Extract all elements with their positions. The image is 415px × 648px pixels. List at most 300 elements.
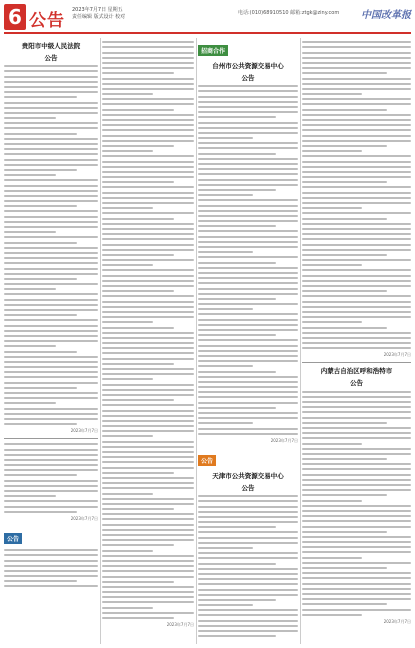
text-line [102, 306, 194, 308]
text-line [198, 355, 298, 357]
text-line [198, 189, 276, 191]
text-line [302, 228, 411, 230]
text-line [4, 273, 98, 275]
text-line [198, 412, 298, 414]
text-line [198, 308, 253, 310]
text-line [302, 593, 411, 595]
text-line [302, 67, 411, 69]
text-line [102, 249, 194, 251]
text-line [198, 376, 298, 378]
text-line [302, 264, 362, 266]
text-line [198, 142, 298, 144]
text-line [198, 625, 298, 627]
text-line [198, 199, 298, 201]
text-line [102, 166, 194, 168]
text-line [4, 262, 98, 264]
text-line [102, 576, 194, 578]
text-line [302, 520, 411, 522]
text-line [4, 423, 77, 425]
text-line [302, 218, 387, 220]
text-line [102, 202, 194, 204]
text-line [4, 216, 98, 218]
text-line [198, 246, 298, 248]
text-line [4, 257, 98, 259]
text-line [302, 78, 411, 80]
text-line [198, 506, 298, 508]
issue-date: 2023年7月7日 星期五 [72, 7, 123, 13]
text-line [102, 41, 194, 43]
text-line [4, 231, 56, 233]
notice-body [302, 391, 411, 616]
text-line [198, 334, 276, 336]
text-line [302, 295, 411, 297]
text-line [102, 321, 153, 323]
text-line [4, 474, 77, 476]
text-line [198, 604, 253, 606]
text-line [302, 316, 411, 318]
text-line [102, 176, 194, 178]
text-line [302, 109, 387, 111]
text-line [198, 277, 298, 279]
text-line [4, 76, 98, 78]
notice-body [302, 41, 411, 349]
text-line [198, 184, 298, 186]
text-line [102, 212, 194, 214]
text-line [198, 511, 298, 513]
text-line [4, 459, 98, 461]
notice-subtitle: 公告 [241, 74, 255, 82]
text-line [4, 226, 98, 228]
text-line [4, 560, 98, 562]
text-line [302, 62, 411, 64]
text-line [198, 614, 298, 616]
text-line [198, 583, 298, 585]
text-line [4, 205, 77, 207]
text-line [302, 212, 411, 214]
text-line [102, 472, 174, 474]
text-line [198, 194, 253, 196]
text-line [302, 422, 387, 424]
text-line [4, 143, 98, 145]
section-title: 公告 [29, 11, 65, 31]
text-line [302, 98, 411, 100]
text-line [198, 163, 298, 165]
text-line [302, 103, 411, 105]
notice-body [102, 41, 194, 619]
text-line [102, 155, 194, 157]
text-line [302, 489, 411, 491]
text-line [198, 122, 298, 124]
text-line [102, 420, 194, 422]
text-line [4, 102, 98, 104]
text-line [102, 150, 153, 152]
text-line [198, 85, 298, 87]
text-line [4, 304, 98, 306]
text-line [198, 153, 276, 155]
notice-date: 2023年7月7日 [166, 622, 194, 628]
text-line [102, 461, 194, 463]
text-line [102, 233, 194, 235]
text-line [4, 91, 98, 93]
text-line [302, 583, 411, 585]
notice-subtitle: 公告 [350, 379, 363, 388]
text-line [302, 572, 411, 574]
text-line [102, 192, 194, 194]
text-line [102, 352, 194, 354]
text-line [198, 256, 298, 258]
text-line [302, 577, 411, 579]
text-line [198, 500, 298, 502]
text-line [302, 406, 411, 408]
text-line [4, 179, 98, 181]
contact-info: 电话:(010)68910510 邮箱:ztgk@ziny.com [238, 10, 340, 16]
text-line [102, 435, 153, 437]
text-line [4, 252, 98, 254]
text-line [4, 402, 56, 404]
text-line [198, 573, 298, 575]
text-line [302, 458, 387, 460]
text-line [102, 399, 174, 401]
text-line [4, 361, 98, 363]
text-line [4, 247, 98, 249]
text-line [4, 397, 98, 399]
text-line [302, 321, 362, 323]
text-line [198, 557, 298, 559]
text-line [4, 511, 77, 513]
text-line [102, 197, 194, 199]
text-line [302, 129, 411, 131]
text-line [198, 267, 298, 269]
text-line [102, 171, 194, 173]
text-line [302, 443, 362, 445]
text-line [102, 269, 194, 271]
text-line [302, 41, 411, 43]
text-line [198, 168, 298, 170]
text-line [302, 72, 387, 74]
text-line [102, 264, 153, 266]
text-line [302, 301, 411, 303]
text-line [102, 358, 194, 360]
text-line [102, 612, 194, 614]
text-line [302, 588, 411, 590]
text-line [102, 493, 153, 495]
text-line [198, 521, 298, 523]
text-line [102, 259, 194, 261]
notice-title: 天津市公共资源交易中心 [212, 471, 284, 480]
text-line [198, 298, 276, 300]
text-line [4, 86, 98, 88]
text-line [4, 506, 98, 508]
text-line [198, 319, 298, 321]
text-line [102, 581, 174, 583]
text-line [102, 513, 194, 515]
text-line [198, 111, 298, 113]
text-line [102, 441, 194, 443]
text-line [102, 186, 194, 188]
text-line [302, 427, 411, 429]
text-line [4, 314, 77, 316]
text-line [198, 495, 298, 497]
text-line [102, 503, 194, 505]
text-line [102, 347, 194, 349]
text-line [198, 272, 298, 274]
text-line [302, 171, 411, 173]
text-line [102, 98, 194, 100]
divider [302, 362, 411, 363]
text-line [4, 485, 98, 487]
text-line [102, 109, 174, 111]
text-line [198, 630, 298, 632]
text-line [102, 119, 194, 121]
text-line [198, 288, 298, 290]
text-line [102, 529, 194, 531]
notice-body [198, 85, 298, 435]
text-line [4, 449, 98, 451]
text-line [302, 57, 411, 59]
text-line [4, 408, 98, 410]
text-line [102, 124, 194, 126]
text-line [102, 72, 174, 74]
text-line [302, 186, 411, 188]
text-line [302, 155, 411, 157]
page-number: 6 [4, 4, 26, 30]
text-line [198, 417, 298, 419]
text-line [4, 278, 77, 280]
text-line [198, 106, 298, 108]
text-line [198, 158, 298, 160]
text-line [198, 225, 276, 227]
text-line [302, 306, 411, 308]
text-line [198, 303, 298, 305]
text-line [302, 135, 411, 137]
text-line [4, 565, 98, 567]
notice-date: 2023年7月7日 [70, 515, 98, 521]
text-line [302, 536, 411, 538]
text-line [102, 368, 194, 370]
text-line [102, 404, 194, 406]
text-line [198, 599, 276, 601]
text-line [198, 339, 298, 341]
text-line [102, 140, 194, 142]
text-line [102, 145, 174, 147]
column-3 [198, 38, 298, 644]
text-line [302, 150, 362, 152]
header-rule [4, 32, 411, 34]
text-line [198, 132, 298, 134]
text-line [302, 337, 411, 339]
text-line [102, 607, 153, 609]
text-line [4, 413, 98, 415]
text-line [302, 598, 411, 600]
text-line [198, 205, 298, 207]
text-line [198, 210, 298, 212]
text-line [102, 534, 194, 536]
text-line [4, 319, 98, 321]
text-line [102, 617, 174, 619]
text-line [302, 192, 411, 194]
text-line [302, 551, 411, 553]
text-line [102, 451, 194, 453]
text-line [198, 101, 298, 103]
text-line [4, 454, 98, 456]
notice-date: 2023年7月7日 [383, 618, 411, 624]
notice-title: 台州市公共资源交易中心 [212, 62, 284, 70]
column-separator [100, 38, 101, 644]
text-line [4, 164, 98, 166]
text-line [4, 117, 56, 119]
text-line [302, 468, 411, 470]
text-line [302, 238, 411, 240]
text-line [4, 283, 98, 285]
text-line [302, 463, 411, 465]
text-line [302, 609, 411, 611]
text-line [198, 350, 298, 352]
text-line [198, 179, 298, 181]
text-line [102, 410, 194, 412]
text-line [302, 417, 411, 419]
text-line [4, 371, 98, 373]
text-line [302, 280, 411, 282]
text-line [102, 446, 194, 448]
text-line [102, 285, 194, 287]
text-line [302, 453, 411, 455]
text-line [102, 555, 194, 557]
text-line [198, 116, 276, 118]
text-line [198, 537, 298, 539]
text-line [102, 539, 194, 541]
text-line [102, 394, 194, 396]
notice-subtitle: 公告 [241, 483, 255, 492]
text-line [4, 469, 98, 471]
text-line [198, 589, 298, 591]
text-line [302, 401, 411, 403]
text-line [102, 316, 194, 318]
text-line [102, 601, 194, 603]
text-line [4, 345, 56, 347]
text-line [198, 391, 298, 393]
section-tag: 公告 [198, 455, 216, 466]
text-line [302, 411, 411, 413]
text-line [4, 299, 98, 301]
masthead [0, 0, 415, 40]
text-line [198, 262, 276, 264]
text-line [302, 567, 387, 569]
text-line [198, 526, 276, 528]
text-line [4, 330, 98, 332]
text-line [102, 254, 174, 256]
text-line [4, 325, 98, 327]
text-line [198, 313, 298, 315]
text-line [198, 552, 298, 554]
text-line [302, 140, 411, 142]
notice-subtitle: 公告 [44, 54, 58, 62]
text-line [102, 228, 194, 230]
text-line [102, 311, 194, 313]
text-line [4, 107, 98, 109]
text-line [4, 570, 98, 572]
text-line [198, 371, 276, 373]
text-line [4, 392, 98, 394]
text-line [302, 285, 411, 287]
text-line [302, 311, 411, 313]
text-line [102, 223, 194, 225]
text-line [302, 145, 387, 147]
text-line [102, 327, 174, 329]
text-line [4, 480, 98, 482]
notice-body [4, 443, 98, 512]
text-line [102, 337, 194, 339]
text-line [302, 557, 362, 559]
text-line [102, 524, 194, 526]
text-line [102, 52, 194, 54]
text-line [302, 269, 411, 271]
text-line [4, 195, 98, 197]
text-line [102, 275, 194, 277]
text-line [302, 181, 387, 183]
text-line [302, 505, 411, 507]
text-line [4, 81, 98, 83]
text-line [4, 133, 77, 135]
text-line [102, 67, 194, 69]
notice-body [4, 65, 98, 425]
text-line [4, 138, 98, 140]
text-line [198, 293, 298, 295]
text-line [102, 181, 174, 183]
text-line [302, 332, 411, 334]
text-line [302, 46, 411, 48]
text-line [302, 603, 387, 605]
text-line [4, 575, 98, 577]
column-separator [300, 38, 301, 644]
text-line [102, 415, 194, 417]
notice-title: 贵阳市中级人民法院 [21, 42, 81, 50]
text-line [102, 389, 194, 391]
text-line [198, 635, 276, 637]
text-line [302, 515, 411, 517]
text-line [4, 351, 77, 353]
notice-title: 内蒙古自治区呼和浩特市 [320, 367, 393, 376]
text-line [4, 356, 98, 358]
text-line [4, 464, 98, 466]
text-line [302, 207, 362, 209]
text-line [4, 335, 98, 337]
text-line [4, 309, 98, 311]
text-line [102, 477, 194, 479]
text-line [4, 443, 98, 445]
section-tag: 招商合作 [198, 45, 228, 56]
text-line [102, 83, 194, 85]
text-line [302, 275, 411, 277]
text-line [302, 614, 362, 616]
text-line [4, 495, 56, 497]
text-line [102, 238, 194, 240]
text-line [198, 386, 298, 388]
text-line [4, 340, 98, 342]
text-line [302, 541, 411, 543]
text-line [302, 437, 411, 439]
section-tag: 公告 [4, 533, 22, 544]
text-line [102, 498, 194, 500]
text-line [198, 620, 298, 622]
text-line [4, 585, 98, 587]
text-line [198, 433, 298, 435]
text-line [102, 62, 194, 64]
text-line [4, 293, 98, 295]
text-line [198, 542, 298, 544]
text-line [4, 169, 77, 171]
issue-editors: 责任编辑 版式设计 校对 [72, 14, 126, 20]
text-line [302, 249, 411, 251]
